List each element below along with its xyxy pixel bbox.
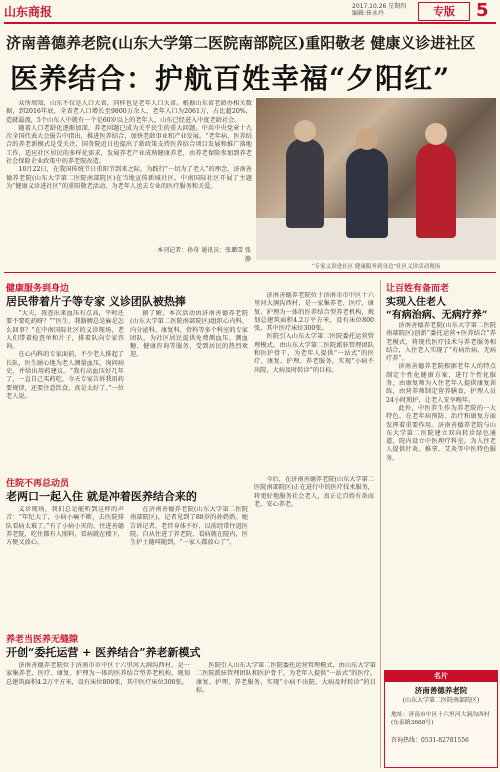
institution-namecard xyxy=(384,670,498,768)
section1-title: 健康服务到身边 xyxy=(6,284,70,294)
section-badge: 专版 xyxy=(418,2,470,21)
namecard-address: 地址：济南市中区十六里河大涧沟西村(东泰路3668号) xyxy=(391,712,490,726)
section1-paragraph: “大夫，我查出来血压有点高，平时还要不要吃药呀？”“医生，我胳膊总是麻是怎么回事？”在中南国际社区的义诊现场，老人们带着检查单和片子，排着队向专家咨询。 xyxy=(6,310,124,351)
section1-col-a xyxy=(6,310,124,470)
byline: 本刊记者：孙奇 通讯员：张璐雪 张静 xyxy=(157,247,251,263)
section3-paragraph: 医院引入山东大学第二医院委托运营管理模式，由山东大学第二医院派驻管理团队和医护骨干，为老年人提供“一站式”的医疗、康复、护理、养老服务，实现“小病不出院、大病及时转诊”的目标。 xyxy=(254,333,374,374)
section4-paragraph: 济南善德养老院根据老年人的特点制定个性化健康方案，进行个性化服务，由康复师为入住老年人提供康复训练，由营养师制定营养膳食，护理人员24小时照护，让老人安享晚年。 xyxy=(386,363,496,404)
section2-col-a xyxy=(6,506,124,626)
section2-col-c xyxy=(254,476,374,626)
section3-col-b xyxy=(196,662,376,768)
photo-head xyxy=(356,128,378,150)
photo-person xyxy=(346,148,388,238)
headline-main: 医养结合：护航百姓幸福“夕阳红” xyxy=(10,62,451,95)
intro-paragraph: 随着人口老龄化逐渐加深，养老问题已成为关乎民生的重大问题。中共中央党章十九次全国代表大会报告中指出，推进医养结合，加快老龄事业和产业发展。“老年病、医养结合的养老新模式是受关注，国务院近日也提出了新政策支持医养结合项目发展和推广落地工作，适应社区居民的多样化需求，发展养老产业成熟健康养老，由养老保险参加到养老社会保险企业政策中的养老院改造。 xyxy=(6,124,252,166)
section2-col-b xyxy=(130,506,248,626)
section4-column xyxy=(386,322,496,664)
section4-title: 让百姓有备而老 xyxy=(386,284,450,294)
namecard-subname: (山东大学第二医院南部院区) xyxy=(402,697,480,704)
masthead-rule xyxy=(4,22,496,24)
namecard-name: 济南善德养老院 xyxy=(414,686,468,695)
section4-subtitle-line1: 实现入住老人 xyxy=(386,297,446,308)
photo-person xyxy=(416,143,456,238)
issue-editor: 编辑:崔永玲 xyxy=(352,10,385,17)
section1-subtitle: 居民带着片子等专家 义诊团队被热捧 xyxy=(6,295,186,308)
section4-paragraph: 济南善德养老院(山东大学第二医院南部院区)创新“委托运营+医养结合”养老模式，将现代医疗技术与养老服务相结合，入住老人实现了“有病治病、无病疗养”。 xyxy=(386,322,496,363)
section4-paragraph: 今后，在济南善德养老院(山东大学第二医院南部院区)正在进行中的医疗技术服务，将更好地服务社会老人，真正让百姓有备而老、安心养老。 xyxy=(254,476,374,508)
headline-kicker: 济南善德养老院(山东大学第二医院南部院区)重阳敬老 健康义诊进社区 xyxy=(6,34,476,52)
section4-subtitle-line2: “有病治病、无病疗养” xyxy=(386,310,488,321)
namecard-phone: 咨询热线：0531-82781556 xyxy=(391,737,469,744)
section2-paragraph: 义诊现场，我们总是能听到这样的声音：“年纪大了，小病小痛不断，去医院排队看病太难了。”有了小病小灾的，住进善德养老院，吃住都有人照料，看病就在楼下，方便又放心。 xyxy=(6,506,124,547)
section1-col-b xyxy=(130,310,248,470)
section3-paragraph: 医院引入山东大学第二医院委托运营管理模式，由山东大学第二医院派驻管理团队和医护骨干，为老年人提供“一站式”的医疗、康复、护理、养老服务，实现“小病不出院、大病及时转诊”的目标。 xyxy=(196,662,376,694)
section3-paragraph: 济南善德养老院位于济南市市中区十六里河大涧沟西村，是一家集养老、医疗、康复、护理为一体的医养结合型养老机构，规划总建筑面积4.2万平方米，设有床位800张，其中医疗床位300张。 xyxy=(6,662,190,686)
section2-title: 住院不再总动员 xyxy=(6,479,70,489)
column-divider xyxy=(380,280,381,768)
section2-subtitle: 老两口一起入住 就是冲着医养结合来的 xyxy=(6,490,197,503)
page-number: 5 xyxy=(476,0,489,21)
section3-subtitle: 开创“委托运营 + 医养结合”养老新模式 xyxy=(6,646,201,659)
section3-title: 养老当医养无缝隙 xyxy=(6,635,79,645)
intro-paragraph: 众所周知，山东不仅是人口大省，同样也是老年人口大省。根据山东省老龄办相关数据，到2016年底，全省老人口增长至9800万余人，老年人口为2061万，占比超20%，造就最流，5个山东人中就有一个是60岁以上的老年人，山东已经进入中度老龄社会。 xyxy=(6,100,252,124)
section-rule xyxy=(4,272,496,273)
section1-col-c xyxy=(254,292,374,470)
masthead xyxy=(0,0,500,22)
section2-paragraph: 在济南善德养老院(山东大学第二医院南部院区)，记者见到了88岁的孙奶奶。她告诉记者，老伴身体不好，以前经常往返医院，自从住进了养老院，看病就在院内，医生护士随叫随到，“一家人都放心了”。 xyxy=(130,506,248,547)
section3-col-a xyxy=(6,662,190,768)
section1-paragraph: 在心内科的专家面前，不少老人排起了长队，医生耐心地为老人测量血压，询问病史，并给出用药建议。“我有高血压好几年了，一直自己买药吃，今天专家告诉我用药要规律，还要注意饮食，真是太好了。”一位老人说。 xyxy=(6,351,124,400)
photo-caption: “专家义诊进社区 健康服务到身边”社区义诊活动现场 xyxy=(311,264,441,270)
issue-info xyxy=(352,3,406,17)
intro-column xyxy=(6,100,252,240)
photo-head xyxy=(294,120,316,142)
photo-head xyxy=(425,123,447,145)
section1-paragraph: 据了解，本次活动由济南善德养老院(山东大学第二医院南部院区)组织心内科、内分泌科、康复科、骨科等多个科室的专家团队，为社区居民提供免费测血压、测血糖、健康咨询等服务，受到居民的热烈欢迎。 xyxy=(130,310,248,359)
photo-person xyxy=(286,138,324,228)
issue-date: 2017.10.26 星期四 xyxy=(352,3,407,10)
newspaper-logo: 山东商报 xyxy=(4,5,53,19)
intro-paragraph: 10月22日，在我国传统节日重阳节到来之际，为践行“一切为了老人”的理念，济南善德养老院(山东大学第二医院南部院区)在当地宣传新城社区、中南国际社区开展了主题为“健康义诊进社区”的重阳敬老活动，为老年人送去专业的医疗服务和关爱。 xyxy=(6,166,252,190)
event-photo xyxy=(256,98,496,260)
namecard-label: 名片 xyxy=(385,671,497,682)
section3-paragraph: 济南善德养老院位于济南市市中区十六里河大涧沟西村，是一家集养老、医疗、康复、护理为一体的医养结合型养老机构，规划总建筑面积4.2万平方米，设有床位800张，其中医疗床位300张。 xyxy=(254,292,374,333)
section4-paragraph: 此外，中医养生作为养老院的一大特色，在老年病预防、治疗和康复方面发挥着重要作用。济南善德养老院与山东大学第二医院建立双向转诊绿色通道，院内设立中医理疗科室，为入住老人提供针灸、推拿、艾灸等中医特色服务。 xyxy=(386,404,496,462)
